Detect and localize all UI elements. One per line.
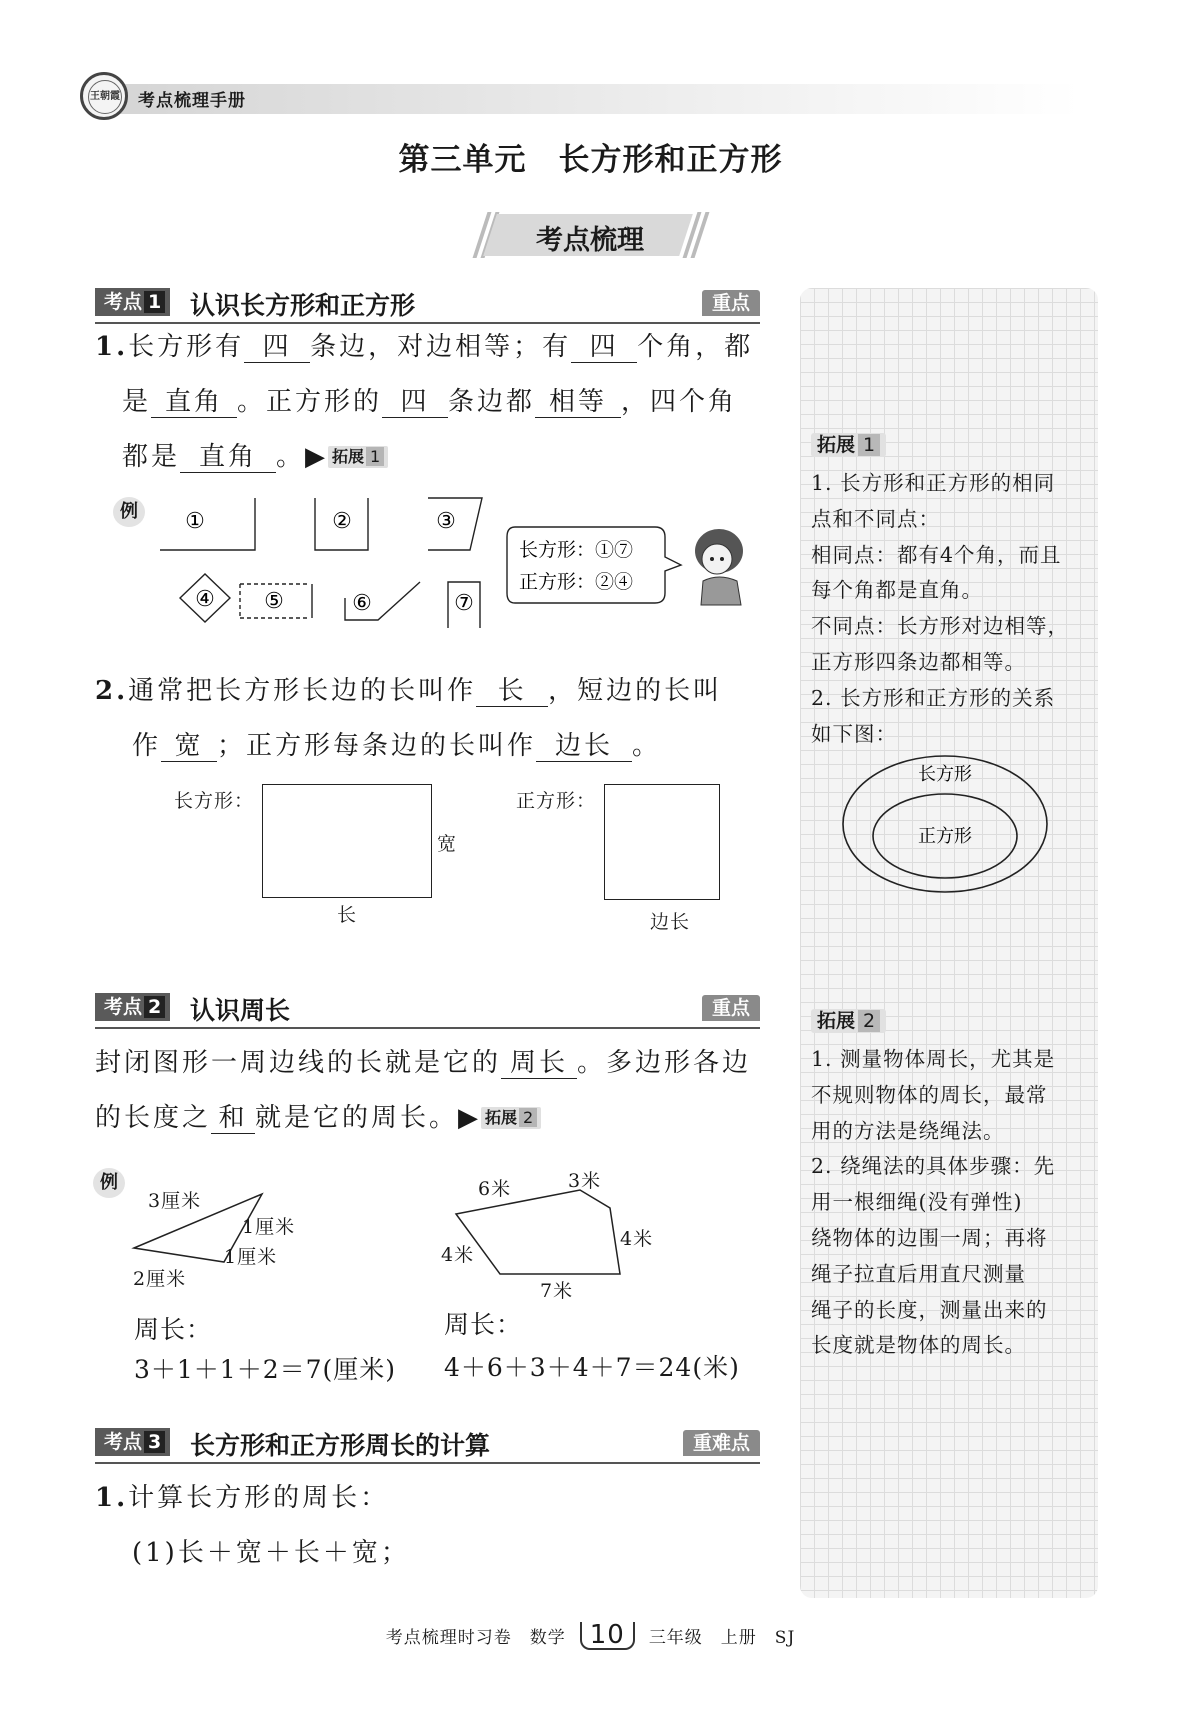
shape-label: ⑥ [352,591,372,616]
shape-label: ② [332,509,352,534]
ref-tuozhan-1[interactable] [328,446,388,468]
shape-label: ① [185,509,205,534]
square-shape [604,784,720,900]
sidebar-tz1-tag [811,430,886,457]
badge-num: 2 [144,996,165,1018]
text: ，四个角 [621,387,738,417]
kaodian2-tag: 重点 [702,995,760,1021]
text: 就是它的周长。▶ [255,1103,482,1133]
kaodian3-title: 长方形和正方形周长的计算 [190,1431,491,1460]
kaodian3-heading [95,1428,760,1464]
tz2-label: 拓展 [817,1010,856,1032]
ref-num: 2 [519,1108,537,1127]
tz1-line: 如下图： [811,721,897,746]
rect-width-label: 宽 [437,833,458,855]
pentagon-shape [456,1190,620,1274]
text: 。 [632,731,662,761]
kaodian1-tag: 重点 [702,290,760,316]
tz2-line: 不规则物体的周长，最常 [811,1082,1048,1107]
tz1-num: 1 [858,434,880,456]
perimeter-calc-1: 3＋1＋1＋2＝7(厘米) [134,1355,397,1384]
poly-label: 4米 [620,1228,654,1250]
text: 作 [132,731,162,761]
outer-label: 长方形 [918,764,972,785]
tz2-line: 2. 绕绳法的具体步骤：先 [811,1154,1056,1179]
tz2-line: 绕物体的边围一周；再将 [811,1225,1048,1250]
tz1-line: 相同点：都有4个角，而且 [811,542,1062,567]
answer-blank: 长 [476,676,548,707]
perimeter-label-2: 周长： [444,1310,523,1339]
kaodian3-tag: 重难点 [683,1430,760,1456]
text: 通常把长方形长边的长叫作 [128,676,477,706]
k1-q2-line1 [95,674,722,708]
tz1-line: 2. 长方形和正方形的关系 [811,685,1056,710]
kaodian1-heading [95,288,760,324]
poly-label: 6米 [478,1178,512,1200]
kaodian3-badge [95,1428,170,1456]
kaodian2-heading [95,993,760,1029]
text: 计算长方形的周长： [128,1483,390,1513]
tz1-tag [811,433,886,457]
poly-label: 7米 [540,1280,574,1302]
girl-illustration [695,529,743,605]
ref-label: 拓展 [332,447,365,466]
k1-q1-line1 [95,330,753,364]
tri-label: 2厘米 [133,1268,187,1290]
bubble-rect: 长方形：①⑦ [519,539,634,561]
ref-num: 1 [366,447,384,466]
example-label-2: 例 [93,1168,125,1198]
page-footer [0,1622,1181,1650]
shape-label: ③ [436,509,456,534]
sidebar-tz2-tag [811,1006,886,1033]
poly-label: 4米 [441,1244,475,1266]
section-banner [480,212,700,258]
k3-q1 [95,1481,389,1515]
text: ，短边的长叫 [548,676,723,706]
k3-method1: (1)长＋宽＋长＋宽； [132,1538,410,1568]
rectangle-shape [262,784,432,898]
publisher-logo [80,72,128,120]
text: 是 [122,387,152,417]
answer-blank: 相等 [535,387,621,418]
answer-blank: 四 [571,332,637,363]
kaodian1-title: 认识长方形和正方形 [190,291,416,320]
perimeter-calc-2: 4＋6＋3＋4＋7＝24(米) [444,1353,740,1382]
kaodian1-badge [95,288,170,316]
shape-label: ⑤ [264,589,284,614]
girl-face [702,544,732,574]
tz1-line: 点和不同点： [811,506,940,531]
example-shapes [140,490,540,640]
book-title: 考点梳理手册 [138,91,246,111]
text: ；正方形每条边的长叫作 [217,731,537,761]
k1-q2-line2 [132,729,661,763]
ref-tuozhan-2[interactable] [481,1107,541,1129]
shape-label: ④ [195,587,215,612]
footer-right: 三年级 上册 SJ [648,1628,796,1648]
perimeter-label-1: 周长： [134,1315,213,1344]
text: 个角，都 [637,332,754,362]
tz2-line: 1. 测量物体周长，尤其是 [811,1047,1056,1071]
tri-label: 3厘米 [148,1190,202,1212]
tz2-line: 用一根细绳(没有弹性) [811,1190,1023,1215]
answer-blank: 和 [211,1103,255,1134]
square-label: 正方形： [516,790,597,812]
k1-q1-line3 [122,440,388,474]
square-side-label: 边长 [650,911,691,933]
footer-left: 考点梳理时习卷 数学 [385,1628,566,1648]
kaodian2-badge [95,993,170,1021]
badge-num: 1 [144,291,165,313]
badge-label: 考点 [104,291,143,313]
tz2-line: 绳子的长度，测量出来的 [811,1297,1048,1322]
tz2-line: 绳子拉直后用直尺测量 [811,1261,1026,1286]
q-number: 1. [95,1483,129,1513]
text: 条边都 [448,387,536,417]
girl-eye [720,557,724,561]
answer-blank: 边长 [536,731,632,762]
tz1-label: 拓展 [817,434,856,456]
text: 封闭图形一周边线的长就是它的 [95,1048,502,1078]
tri-label: 1厘米 [224,1246,278,1268]
speech-bubble [505,523,760,608]
girl-body [701,577,741,605]
tz1-line: 1. 长方形和正方形的相同 [811,471,1056,495]
banner-title: 考点梳理 [536,225,644,256]
text: 的长度之 [95,1103,212,1133]
tz1-line: 不同点：长方形对边相等， [811,614,1069,639]
page-number: 10 [580,1622,635,1650]
shape-label: ⑦ [454,591,474,616]
example-label: 例 [113,497,145,527]
unit-title: 第三单元 长方形和正方形 [398,142,783,178]
ref-label: 拓展 [485,1108,518,1127]
text: 条边，对边相等；有 [310,332,572,362]
tz2-num: 2 [858,1010,880,1032]
rect-label: 长方形： [174,790,255,812]
badge-label: 考点 [104,996,143,1018]
kaodian2-title: 认识周长 [190,996,291,1025]
k2-line1 [95,1046,751,1080]
tz2-line: 长度就是物体的周长。 [811,1333,1026,1358]
rect-length-label: 长 [337,904,358,926]
answer-blank: 宽 [161,731,217,762]
tz2-tag [811,1009,886,1033]
badge-label: 考点 [104,1431,143,1453]
k1-q1-line2 [122,385,737,419]
shape-1 [160,498,255,550]
tz2-line: 用的方法是绕绳法。 [811,1118,1005,1143]
girl-eye [710,557,714,561]
sidebar-tz2-text [811,1042,1089,1364]
sidebar-tz1-text [811,466,1089,752]
answer-blank: 直角 [180,442,276,473]
text: 。▶ [276,442,329,472]
tz1-line: 正方形四条边都相等。 [811,649,1026,674]
q-number: 2. [95,676,129,706]
text: 都是 [122,442,181,472]
relation-diagram [840,752,1050,896]
poly-label: 3米 [568,1170,602,1192]
answer-blank: 四 [244,332,310,363]
tri-label: 1厘米 [242,1216,296,1238]
answer-blank: 直角 [151,387,237,418]
text: 。多边形各边 [577,1048,752,1078]
text: 。正方形的 [237,387,383,417]
tz1-line: 每个角都是直角。 [811,578,983,603]
answer-blank: 周长 [501,1048,577,1079]
bubble-square: 正方形：②④ [519,571,634,593]
badge-num: 3 [144,1431,165,1453]
text: 长方形有 [128,332,245,362]
q-number: 1. [95,332,129,362]
k2-line2 [95,1101,541,1135]
inner-label: 正方形 [918,826,972,847]
answer-blank: 四 [382,387,448,418]
logo-text: 王朝霞 [88,80,122,114]
